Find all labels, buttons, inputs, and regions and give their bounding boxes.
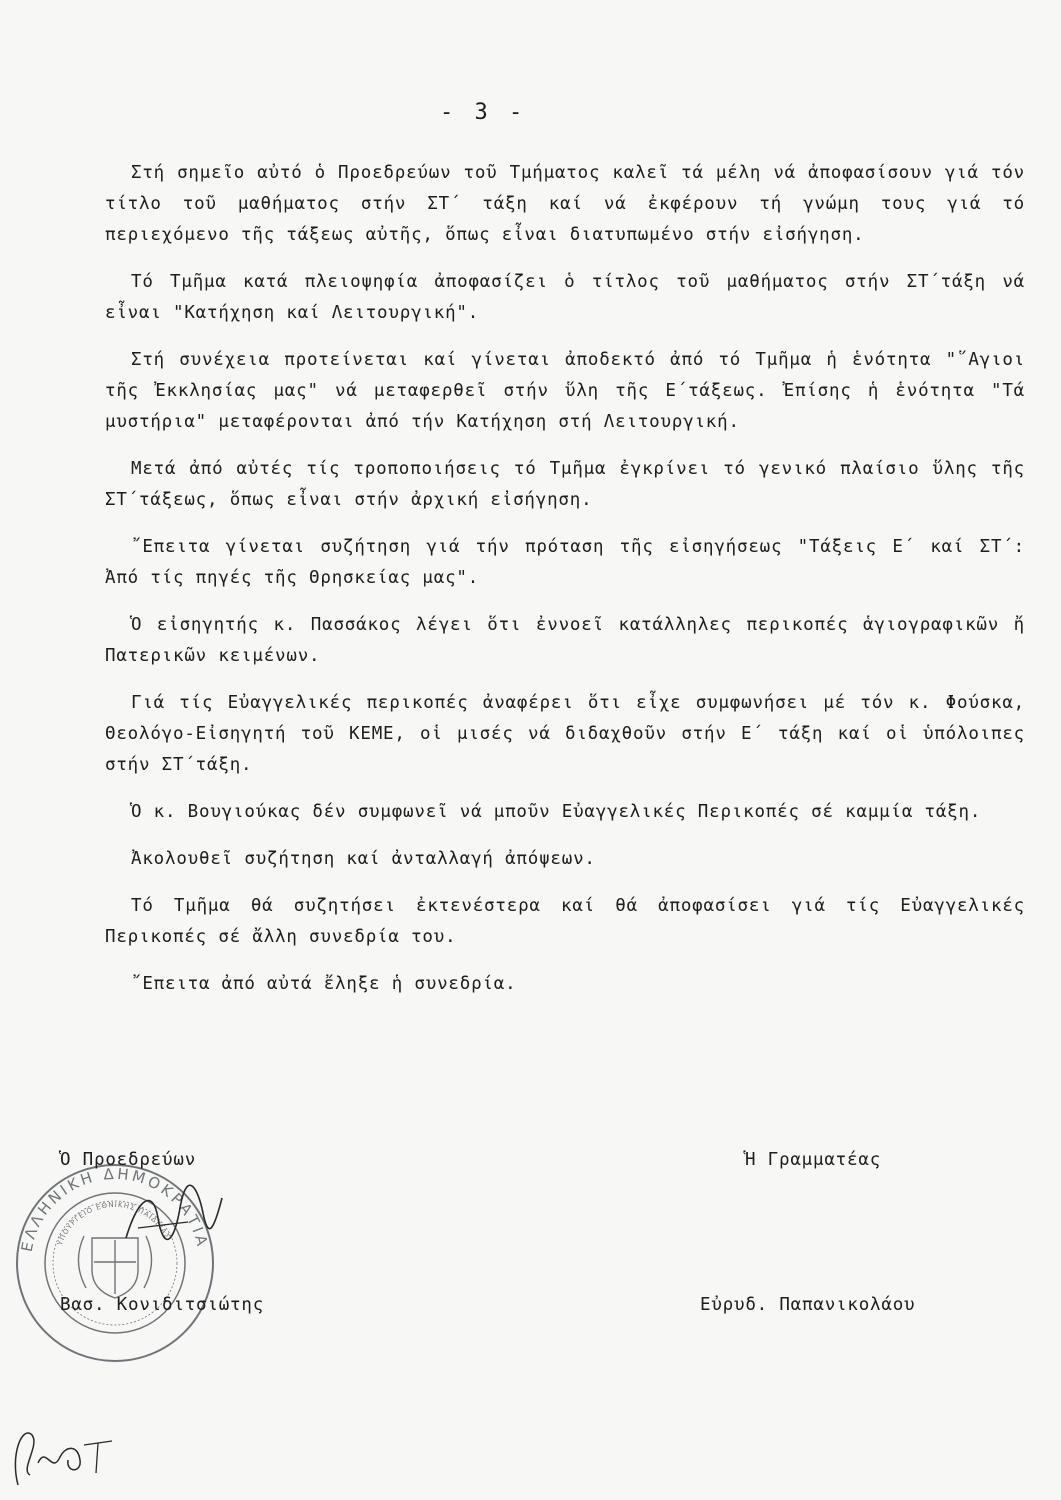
paragraph-8: Ὁ κ. Βουγιούκας δέν συμφωνεῖ νά μποῦν Εὐαγγελικές Περικοπές σέ καμμία τάξη. — [131, 802, 982, 822]
paragraph-9: Ἀκολουθεῖ συζήτηση καί ἀνταλλαγή ἀπόψεων. — [131, 849, 596, 869]
paragraph-2: Τό Τμῆμα κατά πλειοψηφία ἀποφασίζει ὁ τίτλος τοῦ μαθήματος στήν ΣΤ΄τάξη νά εἶναι "Κατήχηση καί Λειτουργική". — [105, 272, 1025, 323]
handwritten-initials — [0, 1415, 120, 1490]
chairperson-title: Ὁ Προεδρεύων — [60, 1150, 197, 1170]
secretary-name: Εὐρυδ. Παπανικολάου — [700, 1295, 916, 1315]
paragraph-6: Ὁ εἰσηγητής κ. Πασσάκος λέγει ὅτι ἐννοεῖ κατάλληλες περικοπές ἁγιογραφικῶν ἤ Πατερικῶν κειμένων. — [105, 615, 1025, 666]
paragraph-11: ῎Επειτα ἀπό αὐτά ἔληξε ἡ συνεδρία. — [131, 974, 517, 994]
paragraph-3: Στή συνέχεια προτείνεται καί γίνεται ἀποδεκτό ἀπό τό Τμῆμα ἡ ἑνότητα "῞Αγιοι τῆς Ἐκκλησίας μας" νά μεταφερθεῖ στήν ὕλη τῆς Ε΄τάξεως. Ἐπίσης ἡ ἑνότητα "Τά μυστήρια" μεταφέρονται ἀπό τήν Κατήχηση στή Λειτουργική. — [105, 350, 1025, 432]
paragraph-4: Μετά ἀπό αὐτές τίς τροποποιήσεις τό Τμῆμα ἐγκρίνει τό γενικό πλαίσιο ὕλης τῆς ΣΤ΄τάξεως, ὅπως εἶναι στήν ἀρχική εἰσήγηση. — [105, 459, 1025, 510]
paragraph-7: Γιά τίς Εὐαγγελικές περικοπές ἀναφέρει ὅτι εἶχε συμφωνήσει μέ τόν κ. Φούσκα, Θεολόγο-Εἰσηγητή τοῦ ΚΕΜΕ, οἱ μισές νά διδαχθοῦν στήν Ε΄ τάξη καί οἱ ὑπόλοιπες στήν ΣΤ΄τάξη. — [105, 693, 1025, 775]
chairperson-name: Βασ. Κονιδιτσιώτης — [60, 1295, 265, 1315]
paragraph-5: ῎Επειτα γίνεται συζήτηση γιά τήν πρόταση τῆς εἰσηγήσεως "Τάξεις Ε΄ καί ΣΤ΄: Ἀπό τίς πηγές τῆς Θρησκείας μας". — [105, 537, 1025, 588]
paragraph-10: Τό Τμῆμα θά συζητήσει ἐκτενέστερα καί θά ἀποφασίσει γιά τίς Εὐαγγελικές Περικοπές σέ ἄλλη συνεδρία του. — [105, 896, 1025, 947]
handwritten-signature — [118, 1178, 228, 1258]
seal-inner-text: ΥΠΟΥΡΓΕΙΟ ΕΘΝΙΚΗΣ ΠΑΙΔΕΙΑΣ — [56, 1200, 172, 1247]
paragraph-1: Στή σημεῖο αὐτό ὁ Προεδρεύων τοῦ Τμήματος καλεῖ τά μέλη νά ἀποφασίσουν γιά τόν τίτλο τοῦ μαθήματος στήν ΣΤ΄ τάξη καί νά ἐκφέρουν τή γνώμη τους γιά τό περιεχόμενο τῆς τάξεως αὐτῆς, ὅπως εἶναι διατυπωμένο στήν εἰσήγηση. — [105, 163, 1025, 245]
minutes-body — [105, 158, 1025, 1016]
secretary-title: Ἡ Γραμματέας — [745, 1150, 882, 1170]
seal-outer-text: ΕΛΛΗΝΙΚΗ ΔΗΜΟΚΡΑΤΙΑ — [17, 1164, 212, 1254]
page-number: - 3 - — [440, 100, 527, 125]
